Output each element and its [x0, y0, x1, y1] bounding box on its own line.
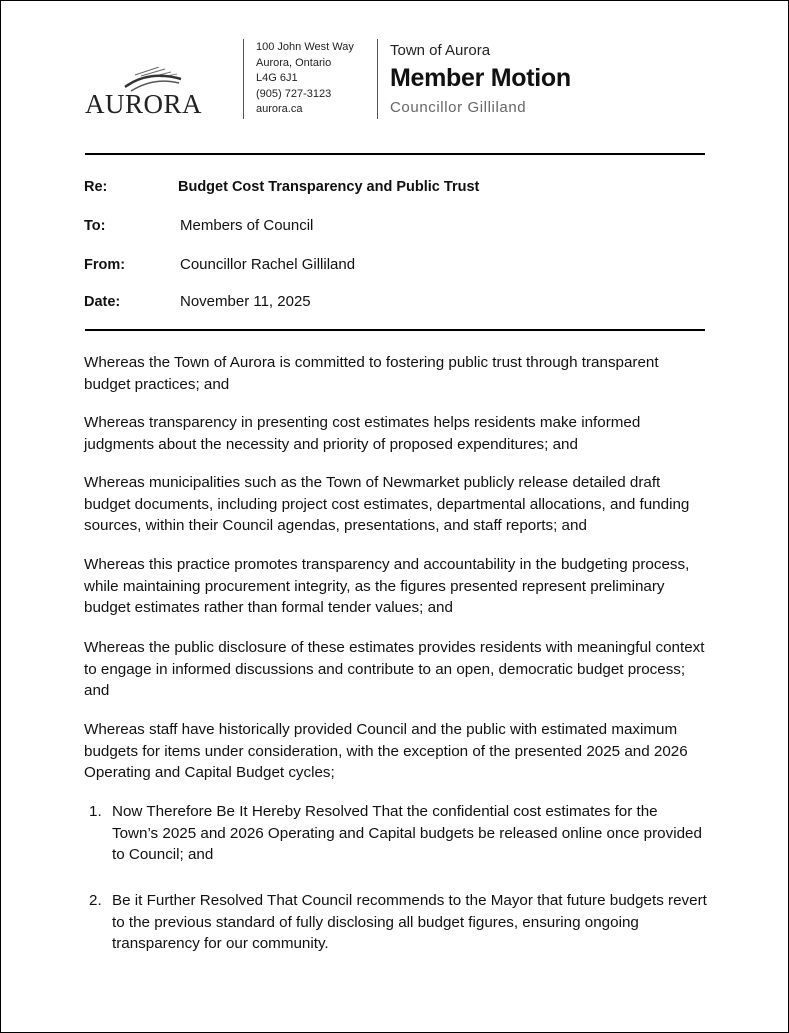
postal-code: L4G 6J1: [256, 72, 298, 84]
whereas-paragraph: Whereas municipalities such as the Town of Newmarket publicly release detailed draft budget documents, including project cost estimates, departmental allocations, and funding sources, within their Council agendas, presentations, and staff reports; and: [84, 474, 690, 534]
website: aurora.ca: [256, 103, 303, 115]
resolution-number: 2.: [89, 892, 102, 909]
logo-wordmark: AURORA: [85, 89, 203, 119]
whereas-paragraph: Whereas the Town of Aurora is committed to fostering public trust through transparent budget practices; and: [84, 354, 659, 393]
resolution-number: 1.: [89, 803, 102, 820]
re-label: Re:: [84, 179, 108, 195]
top-divider: [85, 153, 705, 155]
date-value: November 11, 2025: [180, 293, 311, 310]
address-block: [256, 40, 354, 118]
header-divider: [377, 39, 378, 119]
re-value: Budget Cost Transparency and Public Trust: [178, 179, 480, 195]
phone-number: (905) 727-3123: [256, 87, 332, 100]
aurora-logo: [85, 67, 221, 121]
whereas-paragraph: Whereas the public disclosure of these estimates provides residents with meaningful context to engage in informed discussions and contribute to an open, democratic budget process; and: [84, 639, 705, 699]
from-label: From:: [84, 257, 126, 273]
page-title: Member Motion: [390, 64, 571, 92]
to-label: To:: [84, 218, 106, 234]
resolution-text: Be it Further Resolved That Council recommends to the Mayor that future budgets revert to the previous standard of fully disclosing all budget figures, ensuring ongoing transparency for our community.: [112, 892, 707, 952]
bottom-divider: [85, 329, 705, 331]
whereas-paragraph: Whereas staff have historically provided Council and the public with estimated maximum budgets for items under consideration, with the exception of the presented 2025 and 2026 Operating and Capital Budget cycles;: [84, 721, 688, 781]
address-line: 100 John West Way: [256, 41, 354, 53]
address-line: Aurora, Ontario: [256, 56, 332, 69]
resolution-text: Now Therefore Be It Hereby Resolved That the confidential cost estimates for the Town’s 2025 and 2026 Operating and Capital budgets be released online once provided to Council; and: [112, 803, 702, 863]
from-value: Councillor Rachel Gilliland: [180, 256, 356, 273]
page-subtitle: Councillor Gilliland: [390, 99, 527, 116]
to-value: Members of Council: [180, 217, 314, 234]
date-label: Date:: [84, 294, 121, 310]
whereas-paragraph: Whereas this practice promotes transparency and accountability in the budgeting process, while maintaining procurement integrity, as the figures presented represent preliminary budget estimates rather than formal tender values; and: [84, 556, 690, 616]
town-name: Town of Aurora: [390, 42, 491, 59]
whereas-paragraph: Whereas transparency in presenting cost estimates helps residents make informed judgments about the necessity and priority of proposed expenditures; and: [84, 414, 641, 453]
header-divider: [243, 39, 244, 119]
